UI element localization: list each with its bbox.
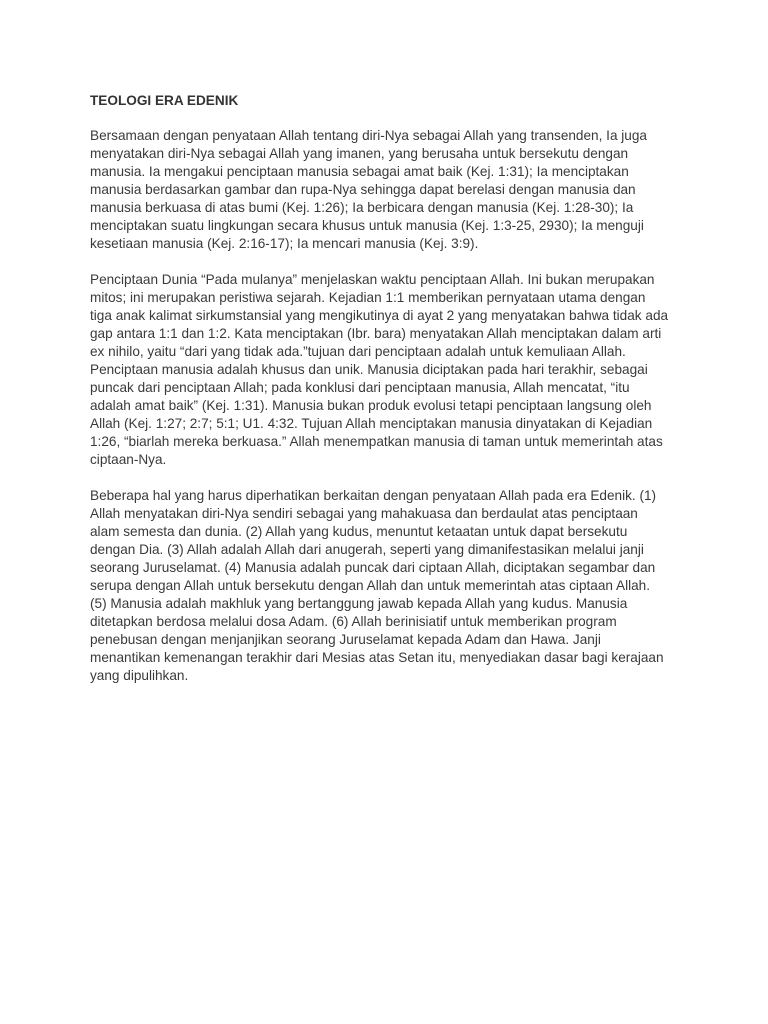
paragraph-1: Bersamaan dengan penyataan Allah tentang diri-Nya sebagai Allah yang transenden, Ia juga menyatakan diri-Nya sebagai Allah yang imanen, yang berusaha untuk bersekutu dengan manusia. Ia mengakui penciptaan manusia sebagai amat baik (Kej. 1:31); Ia menciptakan manusia berdasarkan gambar dan rupa-Nya sehingga dapat berelasi dengan manusia dan manusia berkuasa di atas bumi (Kej. 1:26); Ia berbicara dengan manusia (Kej. 1:28-30); Ia menciptakan suatu lingkungan secara khusus untuk manusia (Kej. 1:3-25, 2930); Ia menguji kesetiaan manusia (Kej. 2:16-17); Ia mencari manusia (Kej. 3:9). [90, 128, 647, 251]
document-content [90, 92, 690, 703]
document-title: TEOLOGI ERA EDENIK [90, 93, 239, 108]
paragraph-2: Penciptaan Dunia “Pada mulanya” menjelaskan waktu penciptaan Allah. Ini bukan merupakan mitos; ini merupakan peristiwa sejarah. Kejadian 1:1 memberikan pernyataan utama dengan tiga anak kalimat sirkumstansial yang mengikutinya di ayat 2 yang menyatakan bahwa tidak ada gap antara 1:1 dan 1:2. Kata menciptakan (Ibr. bara) menyatakan Allah menciptakan dalam arti ex nihilo, yaitu “dari yang tidak ada.”tujuan dari penciptaan adalah untuk kemuliaan Allah. Penciptaan manusia adalah khusus dan unik. Manusia diciptakan pada hari terakhir, sebagai puncak dari penciptaan Allah; pada konklusi dari penciptaan manusia, Allah mencatat, “itu adalah amat baik” (Kej. 1:31). Manusia bukan produk evolusi tetapi penciptaan langsung oleh Allah (Kej. 1:27; 2:7; 5:1; U1. 4:32. Tujuan Allah menciptakan manusia dinyatakan di Kejadian 1:26, “biarlah mereka berkuasa.” Allah menempatkan manusia di taman untuk memerintah atas ciptaan-Nya. [90, 272, 669, 467]
paragraph-3: Beberapa hal yang harus diperhatikan berkaitan dengan penyataan Allah pada era Edenik. (1) Allah menyatakan diri-Nya sendiri sebagai yang mahakuasa dan berdaulat atas penciptaan alam semesta dan dunia. (2) Allah yang kudus, menuntut ketaatan untuk dapat bersekutu dengan Dia. (3) Allah adalah Allah dari anugerah, seperti yang dimanifestasikan melalui janji seorang Juruselamat. (4) Manusia adalah puncak dari ciptaan Allah, diciptakan segambar dan serupa dengan Allah untuk bersekutu dengan Allah dan untuk memerintah atas ciptaan Allah. (5) Manusia adalah makhluk yang bertanggung jawab kepada Allah yang kudus. Manusia ditetapkan berdosa melalui dosa Adam. (6) Allah berinisiatif untuk memberikan program penebusan dengan menjanjikan seorang Juruselamat kepada Adam dan Hawa. Janji menantikan kemenangan terakhir dari Mesias atas Setan itu, menyediakan dasar bagi kerajaan yang dipulihkan. [90, 488, 664, 683]
